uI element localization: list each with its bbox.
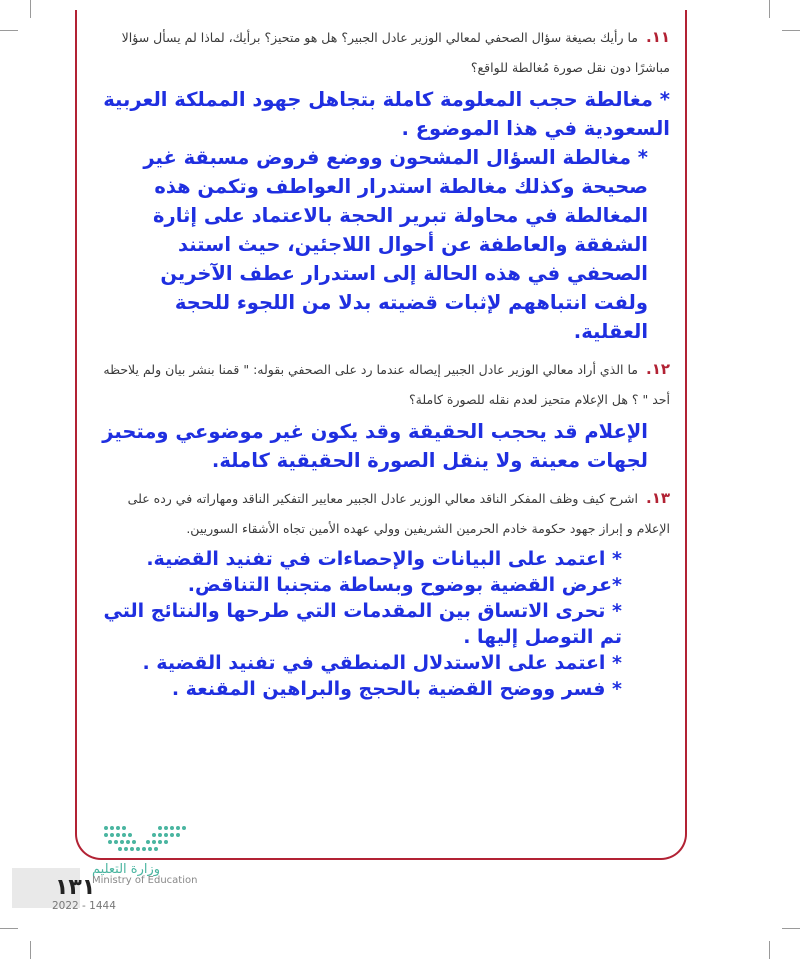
question-number: ١٢. [645, 360, 670, 378]
crop-mark [782, 30, 800, 31]
answer-paragraph: الإعلام قد يحجب الحقيقة وقد يكون غير موضوعي ومتحيز لجهات معينة ولا ينقل الصورة الحقيقية كاملة. [102, 420, 648, 472]
crop-mark [782, 928, 800, 929]
answer-12 [100, 417, 670, 475]
ministry-name-en: Ministry of Education [92, 875, 198, 886]
crop-mark [30, 0, 31, 18]
page-number: ١٣١ [55, 875, 96, 900]
ministry-label [92, 862, 202, 886]
answer-11 [100, 85, 670, 346]
answer-13 [100, 546, 670, 702]
crop-mark [0, 928, 18, 929]
edition-year: 2022 - 1444 [52, 900, 116, 912]
answer-bullet: * تحرى الاتساق بين المقدمات التي طرحها والنتائج التي تم التوصل إليها . [103, 600, 622, 648]
ministry-name-ar: وزارة التعليم [92, 862, 161, 877]
question-13 [100, 483, 670, 544]
page-content [100, 22, 670, 710]
answer-bullet: * اعتمد على الاستدلال المنطقي في تفنيد القضية . [142, 652, 622, 674]
answer-paragraph: * مغالطة السؤال المشحون ووضع فروض مسبقة غير صحيحة وكذلك مغالطة استدرار العواطف وتكمن هذه المغالطة في محاولة تبرير الحجة بالاعتماد على إثارة الشفقة والعاطفة عن أحوال اللاجئين، حيث استند الصحفي في هذه الحالة إلى استدرار عطف الآخرين ولفت انتباههم لإثبات قضيته بدلا من اللجوء للحجة العقلية. [143, 146, 648, 343]
ministry-logo-icon [100, 822, 192, 858]
answer-bullet: * فسر ووضح القضية بالحجج والبراهين المقنعة . [171, 678, 622, 700]
question-12 [100, 354, 670, 415]
answer-bullet: * اعتمد على البيانات والإحصاءات في تفنيد القضية. [146, 548, 622, 570]
question-text: اشرح كيف وظف المفكر الناقد معالي الوزير عادل الجبير معايير التفكير الناقد ومهاراته في رده على الإعلام و إبراز جهود حكومة خادم الحرمين الشريفين وولي عهده الأمين تجاه الأشقاء السوريين. [127, 491, 670, 536]
crop-mark [0, 30, 18, 31]
question-number: ١١. [645, 28, 670, 46]
answer-paragraph: * مغالطة حجب المعلومة كاملة بتجاهل جهود المملكة العربية السعودية في هذا الموضوع . [103, 88, 670, 140]
question-number: ١٣. [645, 489, 670, 507]
question-11 [100, 22, 670, 83]
crop-mark [769, 941, 770, 959]
answer-bullet: *عرض القضية بوضوح وبساطة متجنبا التناقض. [187, 574, 622, 596]
question-text: ما رأيك بصيغة سؤال الصحفي لمعالي الوزير عادل الجبير؟ هل هو متحيز؟ برأيك، لماذا لم يسأل سؤالا مباشرًا دون نقل صورة مُغالطة للواقع؟ [121, 30, 670, 75]
crop-mark [769, 0, 770, 18]
question-text: ما الذي أراد معالي الوزير عادل الجبير إيصاله عندما رد على الصحفي بقوله: " قمنا بنشر بيان ولم يلاحظه أحد " ؟ هل الإعلام متحيز لعدم نقله للصورة كاملة؟ [103, 362, 670, 407]
crop-mark [30, 941, 31, 959]
